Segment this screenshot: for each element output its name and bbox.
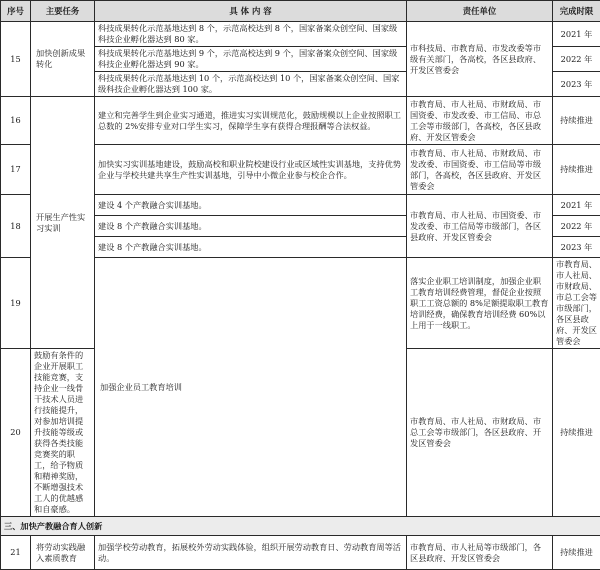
- table-row: [1, 536, 600, 570]
- header-time: 完成时限: [553, 1, 600, 22]
- task-content: 加强学校劳动教育，拓展校外劳动实践体验，组织开展劳动教育日、劳动教育周等活动。: [95, 536, 407, 570]
- task-content: 科技成果转化示范基地达到 8 个，示范高校达到 8 个，国家备案众创空间、国家级科技企业孵化器达到 80 家。: [95, 22, 407, 47]
- responsible-unit: 市科技局、市教育局、市发改委等市级有关部门，各高校，各区县政府、开发区管委会: [407, 22, 553, 97]
- row-number: 20: [1, 349, 31, 517]
- deadline: 持续推进: [553, 145, 600, 195]
- deadline: 持续推进: [553, 536, 600, 570]
- deadline: 2022 年: [553, 216, 600, 237]
- task-name: 加强企业员工教育培训: [95, 258, 407, 517]
- header-content: 具 体 内 容: [95, 1, 407, 22]
- responsible-unit: 市教育局、市人社局、市财政局、市国资委、市发改委、市工信局、市总工会等市级部门，各高校，各区县政府、开发区管委会: [407, 97, 553, 145]
- row-number: 15: [1, 22, 31, 97]
- task-content: 建设 8 个产教融合实训基地。: [95, 237, 407, 258]
- responsible-unit: 市教育局、市人社局、市国资委、市发改委、市工信局等市级部门，各区县政府、开发区管委会: [407, 195, 553, 258]
- deadline: 2022 年: [553, 47, 600, 72]
- deadline: 持续推进: [553, 97, 600, 145]
- task-content: 建立和完善学生到企业实习通道，推进实习实训规范化，鼓励规模以上企业按照职工总数的 2%安排专业对口学生实习，保障学生享有获得合理报酬等合法权益。: [95, 97, 407, 145]
- task-content: 科技成果转化示范基地达到 10 个，示范高校达到 10 个，国家备案众创空间、国家级科技企业孵化器达到 100 家。: [95, 72, 407, 97]
- section-row: [1, 517, 600, 536]
- header-no: 序号: [1, 1, 31, 22]
- section-title: 三、加快产教融合育人创新: [1, 517, 600, 536]
- row-number: 21: [1, 536, 31, 570]
- row-number: 16: [1, 97, 31, 145]
- deadline: 2023 年: [553, 72, 600, 97]
- table-header-row: [1, 1, 600, 22]
- task-name: 加快创新成果转化: [31, 22, 95, 97]
- table-row: [1, 97, 600, 145]
- responsible-unit: 市教育局、市人社局、市财政局、市总工会等市级部门，各区县政府、开发区管委会: [407, 349, 553, 517]
- deadline: 2021 年: [553, 195, 600, 216]
- deadline: 持续推进: [553, 349, 600, 517]
- task-name: 将劳动实践融入素质教育: [31, 536, 95, 570]
- responsible-unit: 市教育局、市人社局、市财政局、市总工会等市级部门，各区县政府、开发区管委会: [553, 258, 600, 349]
- task-content: 建设 8 个产教融合实训基地。: [95, 216, 407, 237]
- deadline: 2023 年: [553, 237, 600, 258]
- row-number: 17: [1, 145, 31, 195]
- responsible-unit: 市教育局、市人社局等市级部门，各区县政府、开发区管委会: [407, 536, 553, 570]
- task-content: 加快实习实训基地建设，鼓励高校和职业院校建设行业或区域性实训基地，支持优势企业与学校共建共享生产性实训基地，引导中小微企业参与校企合作。: [95, 145, 407, 195]
- task-content: 落实企业职工培训制度，加强企业职工教育培训经费管理，督促企业按照职工工资总额的 8%足额提取职工教育培训经费，确保教育培训经费 60%以上用于一线职工。: [407, 258, 553, 349]
- task-name: 开展生产性实习实训: [31, 97, 95, 349]
- header-task: 主要任务: [31, 1, 95, 22]
- table-row: [1, 22, 600, 47]
- header-unit: 责任单位: [407, 1, 553, 22]
- row-number: 18: [1, 195, 31, 258]
- task-content: 科技成果转化示范基地达到 9 个，示范高校达到 9 个，国家备案众创空间、国家级科技企业孵化器达到 90 家。: [95, 47, 407, 72]
- task-content: 建设 4 个产教融合实训基地。: [95, 195, 407, 216]
- row-number: 19: [1, 258, 31, 349]
- deadline: 2021 年: [553, 22, 600, 47]
- task-content: 鼓励有条件的企业开展职工技能竞赛，支持企业一线骨干技术人员进行技能提升，对参加培训提升技能等级或获得各类技能竞赛奖的职工，给予物质和精神奖励，不断增强技术工人的优越感和自豪感。: [31, 349, 95, 517]
- responsible-unit: 市教育局、市人社局、市财政局、市发改委、市国资委、市工信局等市级部门，各高校，各区县政府、开发区管委会: [407, 145, 553, 195]
